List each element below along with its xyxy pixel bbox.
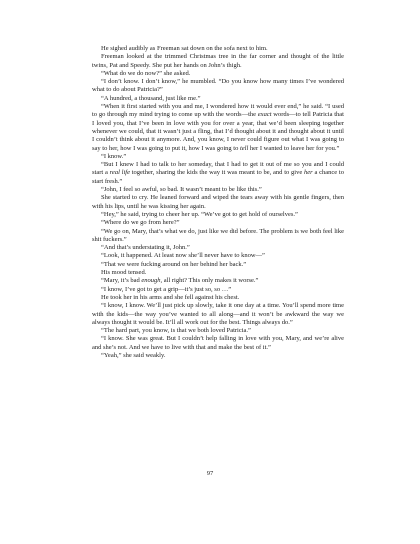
paragraph xyxy=(92,327,344,335)
paragraph xyxy=(92,286,344,294)
paragraph xyxy=(92,194,344,211)
text-run: “Hey,” he said, trying to cheer her up. “We’ve got to get hold of ourselves.” xyxy=(101,210,298,218)
text-run: “When it first started with you and me, I wondered how it would ever end,” he said. “I used to go through my mind trying to come up with the words—the xyxy=(92,103,344,119)
paragraph xyxy=(92,219,344,227)
paragraph xyxy=(92,228,344,245)
paragraph xyxy=(92,70,344,78)
text-run: her I wanted to leave her for you.” xyxy=(248,144,340,152)
paragraph xyxy=(92,335,344,352)
paragraph xyxy=(92,302,344,327)
paragraph xyxy=(92,153,344,161)
text-run: Freeman looked at the trimmed Christmas tree in the far corner and thought of the little twins, Pat and Speedy. She put her hands on John’s thigh. xyxy=(92,53,344,69)
text-run: “Yeah,” she said weakly. xyxy=(101,351,166,359)
text-run: “The hard part, you know, is that we both loved Patricia.” xyxy=(101,327,251,335)
text-run: together, sharing the kids the way it was meant to be, and to give xyxy=(129,169,304,177)
paragraph xyxy=(92,53,344,70)
paragraph xyxy=(92,161,344,186)
italic-text: real life xyxy=(109,169,130,177)
paragraph xyxy=(92,352,344,360)
paragraph xyxy=(92,78,344,95)
paragraph xyxy=(92,252,344,260)
paragraph xyxy=(92,211,344,219)
text-run: “A hundred, a thousand, just like me.” xyxy=(101,94,201,102)
paragraph xyxy=(92,45,344,53)
paragraph xyxy=(92,277,344,285)
text-run: “But I knew I had to talk to her someday, that I had to get it out of me so you and I could start a xyxy=(92,161,344,177)
paragraph xyxy=(92,244,344,252)
text-run: “Where do we go from here?” xyxy=(101,219,180,227)
text-run: “And that’s understating it, John.” xyxy=(101,244,190,252)
text-run: “We go on, Mary, that’s what we do, just like we did before. The problem is we both feel like shit fuckers.” xyxy=(92,227,344,243)
paragraph xyxy=(92,186,344,194)
paragraph xyxy=(92,261,344,269)
text-run: “Look, it happened. At least now she’ll never have to know—” xyxy=(101,252,265,260)
italic-text: exact xyxy=(257,111,272,119)
paragraph xyxy=(92,103,344,153)
text-run: His mood tensed. xyxy=(101,269,147,277)
text-run: She started to cry. He leaned forward and wiped the tears away with his gentle fingers, then with his lips, until he was kissing her again. xyxy=(92,194,344,210)
paragraph xyxy=(92,269,344,277)
text-run: “That we were fucking around on her behind her back.” xyxy=(101,260,247,268)
body-text xyxy=(92,45,344,360)
text-run: “John, I feel so awful, so bad. It wasn’t meant to be like this.” xyxy=(101,186,262,194)
text-run: words—to tell Patricia that I loved you, that I’ve been in love with you for over a year, that we’d been sleeping together whenever we could, that it wasn’t just a fling, that I’d thought about it and thought about it until I couldn’t think about it anymore. And, you know, I never could figure out what I was going to say to her, how I was going to put it, how I was going to xyxy=(92,111,344,152)
italic-text: tell xyxy=(239,144,249,152)
text-run: “I know. She was great. But I couldn’t help falling in love with you, Mary, and we’re alive and she’s not. And we have to live with that and make the best of it.” xyxy=(92,335,344,351)
paragraph xyxy=(92,294,344,302)
text-run: “I know, I’ve got to get a grip—it’s just so, so …” xyxy=(101,285,232,293)
text-run: “I don’t know. I don’t know,” he mumbled. “Do you know how many times I’ve wondered what to do about Patricia?” xyxy=(92,78,344,94)
text-run: “I know.” xyxy=(101,152,127,160)
paragraph xyxy=(92,95,344,103)
text-run: a chance to start fresh.” xyxy=(92,169,344,185)
page-number: 97 xyxy=(206,470,214,477)
italic-text: enough, xyxy=(141,277,163,285)
text-run: He took her in his arms and she fell against his chest. xyxy=(101,293,240,301)
italic-text: her xyxy=(304,169,313,177)
text-run: He sighed audibly as Freeman sat down on the sofa next to him. xyxy=(101,45,268,52)
text-run: “I know, I know. We’ll just pick up slowly, take it one day at a time. You’ll spend more time with the kids—the way you’ve wanted to all along—and it won’t be awkward the way we always thought it would be. It’ll all work out for the best. Things always do.” xyxy=(92,302,344,326)
text-run: “What do we do now?” she asked. xyxy=(101,69,191,77)
text-run: all right? This only makes it worse.” xyxy=(162,277,259,285)
text-run: “Mary, it’s bad xyxy=(101,277,142,285)
